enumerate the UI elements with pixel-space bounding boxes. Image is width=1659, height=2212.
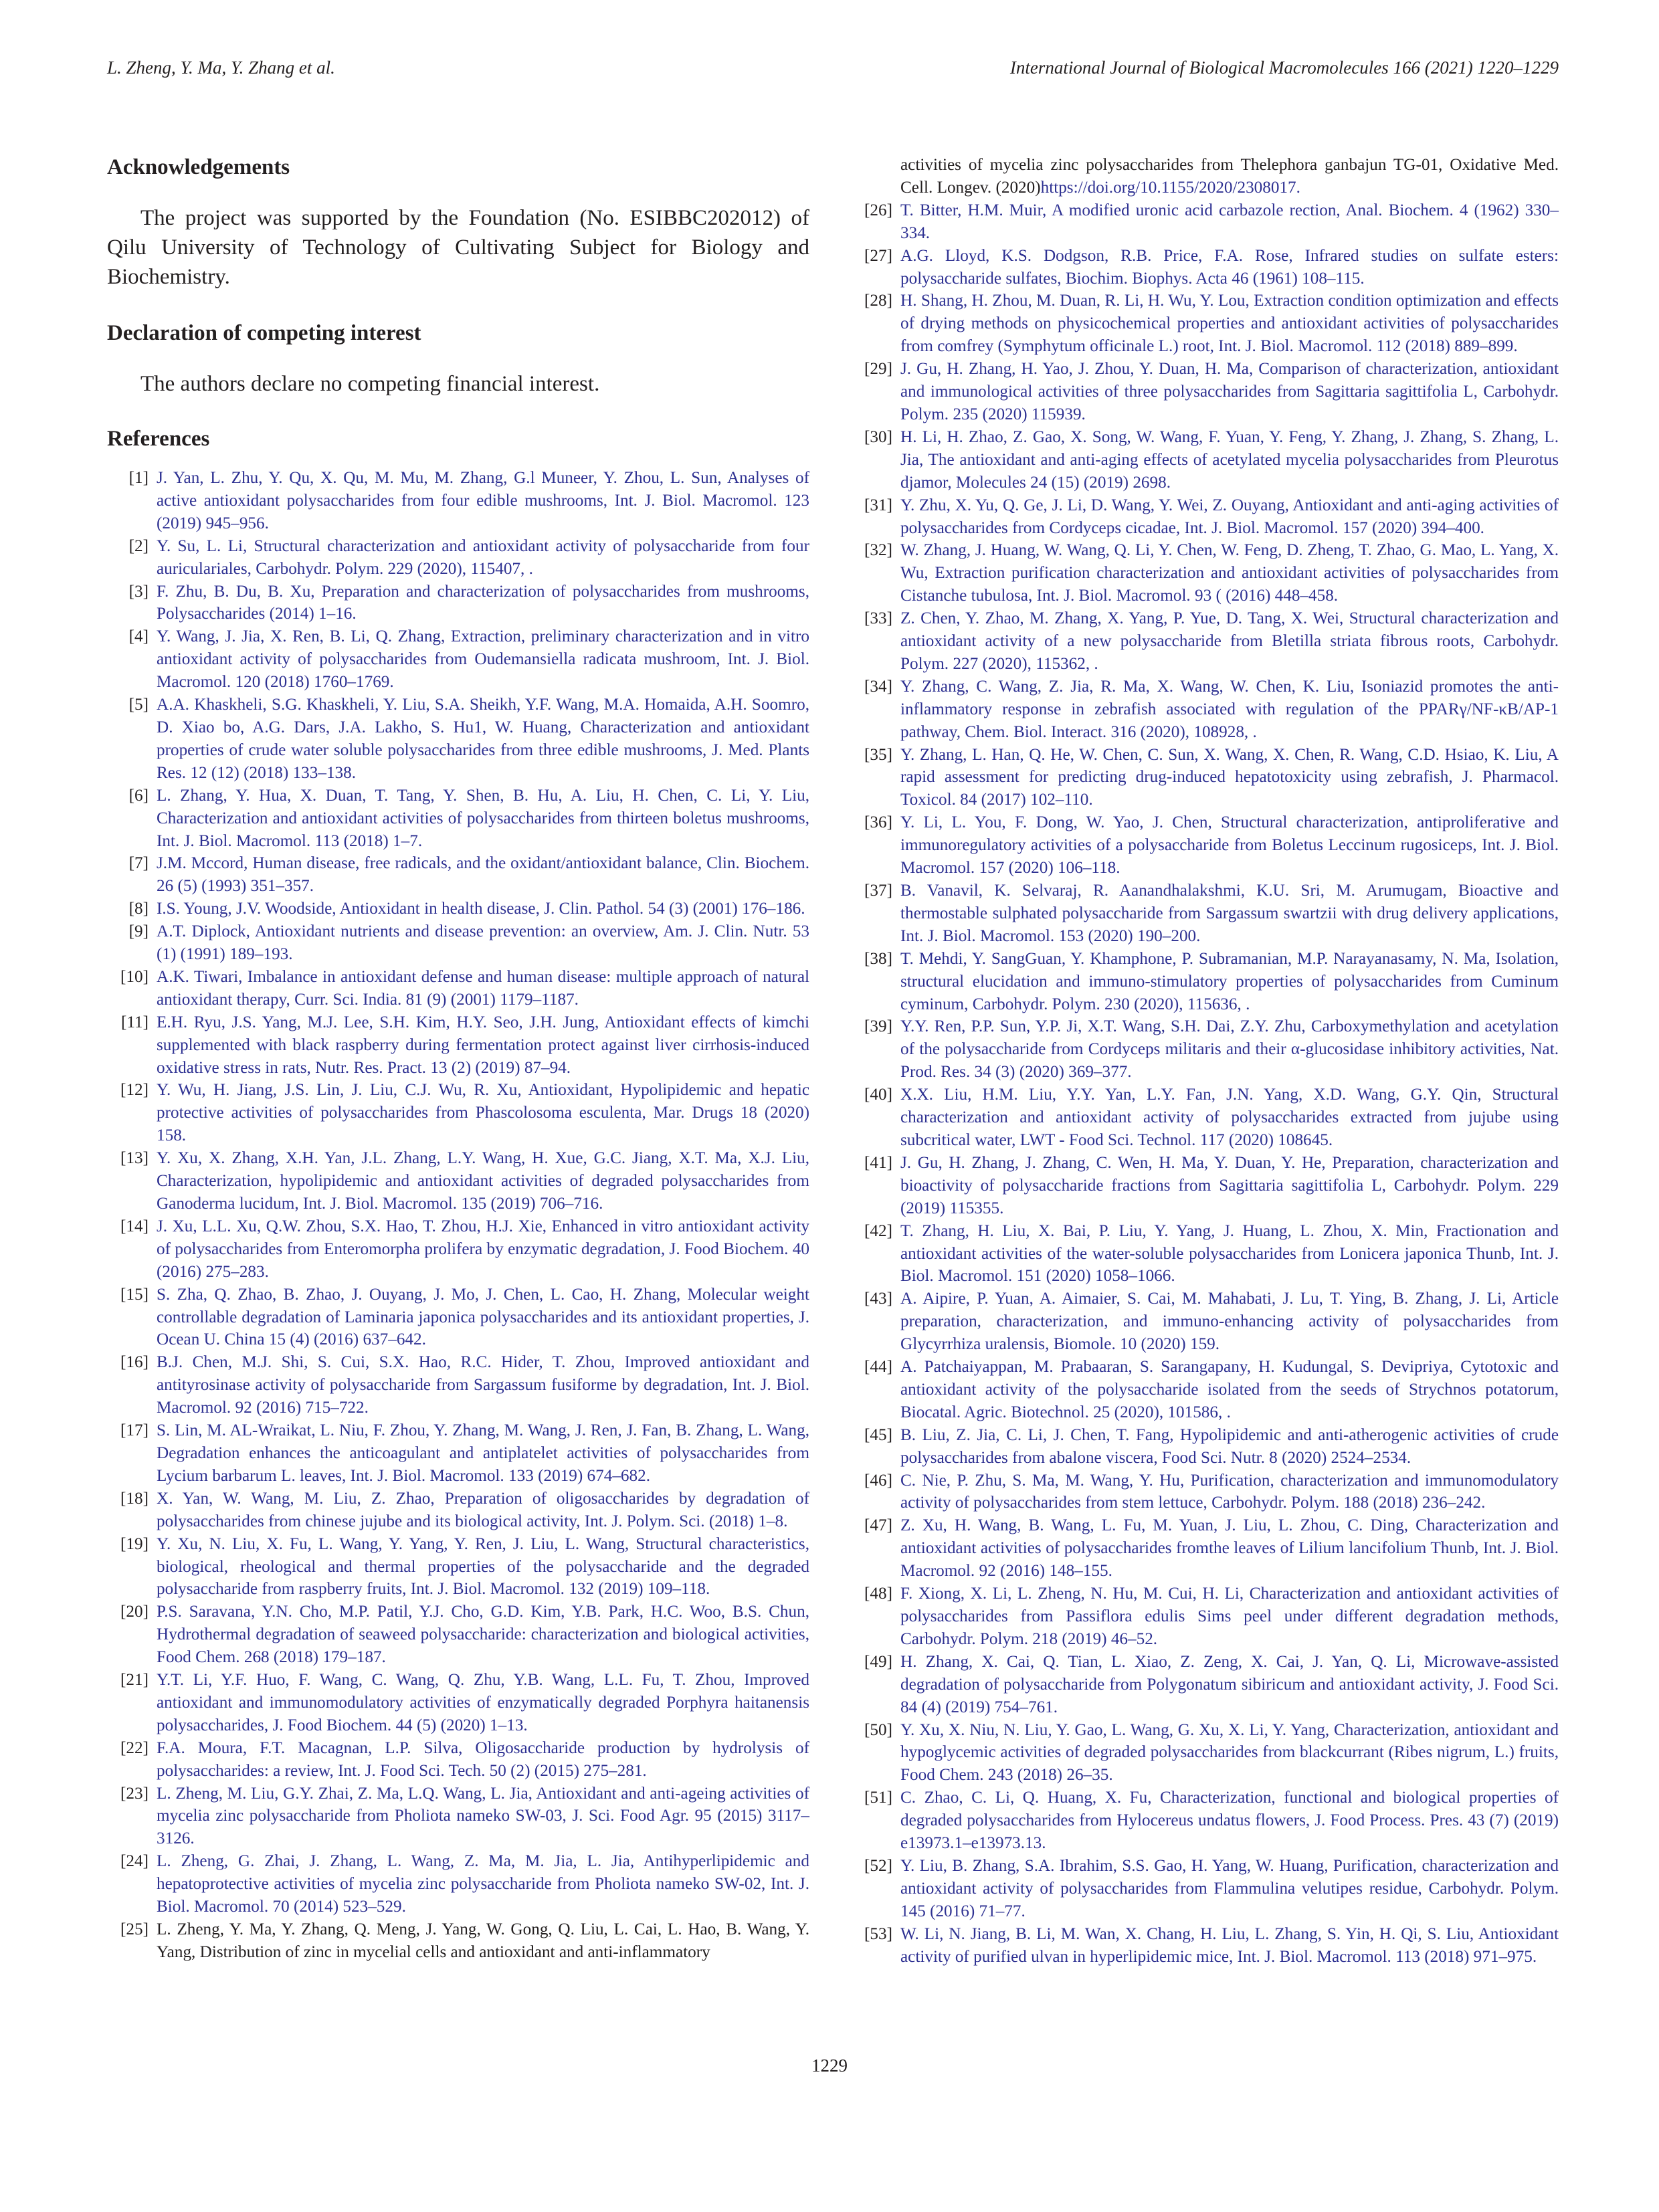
reference-entry [107, 1079, 809, 1147]
reference-entry [851, 1015, 1559, 1084]
reference-entry [851, 199, 1559, 245]
reference-link[interactable]: L. Zheng, G. Zhai, J. Zhang, L. Wang, Z. Ma, M. Jia, L. Jia, Antihyperlipidemic and hepatoprotective activities of mycelia zinc polysaccharide from Pholiota nameko SW-02, Int. J. Biol. Macromol. 70 (2014) 523–529. [157, 1852, 809, 1916]
reference-number: [30] [864, 427, 892, 446]
reference-25-doi-link[interactable]: https://doi.org/10.1155/2020/2308017. [1040, 178, 1300, 197]
reference-entry [851, 358, 1559, 426]
reference-entry [107, 1850, 809, 1918]
reference-link[interactable]: I.S. Young, J.V. Woodside, Antioxidant in health disease, J. Clin. Pathol. 54 (3) (2001) 176–186. [157, 900, 805, 918]
reference-25-continuation [851, 154, 1559, 199]
reference-link[interactable]: Z. Chen, Y. Zhao, M. Zhang, X. Yang, P. Yue, D. Tang, X. Wei, Structural characterization and antioxidant activity of a new polysaccharide from Bletilla striata fibrous roots, Carbohydr. Polym. 227 (2020), 115362, . [900, 609, 1559, 673]
reference-entry [851, 1288, 1559, 1356]
reference-link[interactable]: F. Xiong, X. Li, L. Zheng, N. Hu, M. Cui, H. Li, Characterization and antioxidant activities of polysaccharides from Passiflora edulis Sims peel under different degradation methods, Carbohydr. Polym. 218 (2019) 46–52. [900, 1585, 1559, 1648]
reference-number: [48] [864, 1585, 892, 1603]
reference-entry [851, 426, 1559, 494]
reference-list-right [851, 199, 1559, 1969]
reference-number: [34] [864, 677, 892, 696]
reference-number: [25] [120, 1920, 149, 1938]
reference-link[interactable]: T. Mehdi, Y. SangGuan, Y. Khamphone, P. Subramanian, M.P. Narayanasamy, N. Ma, Isolation, structural elucidation and immuno-stimulatory properties of polysaccharides from Cuminum cyminum, Carbohydr. Polym. 230 (2020), 115636, . [900, 949, 1559, 1013]
reference-entry [851, 1084, 1559, 1152]
reference-entry [107, 1488, 809, 1533]
reference-link[interactable]: Y. Su, L. Li, Structural characterization and antioxidant activity of polysaccharide from four auriculariales, Carbohydr. Polym. 229 (2020), 115407, . [157, 536, 809, 578]
reference-entry [851, 1583, 1559, 1651]
reference-link[interactable]: Y. Zhang, C. Wang, Z. Jia, R. Ma, X. Wang, W. Chen, K. Liu, Isoniazid promotes the anti-inflammatory response in zebrafish associated with regulation of the PPARγ/NF-κB/AP-1 pathway, Chem. Biol. Interact. 316 (2020), 108928, . [900, 677, 1559, 741]
reference-link[interactable]: J. Yan, L. Zhu, Y. Qu, X. Qu, M. Mu, M. Zhang, G.l Muneer, Y. Zhou, L. Sun, Analyses of active antioxidant polysaccharides from four edible mushrooms, Int. J. Biol. Macromol. 123 (2019) 945–956. [157, 469, 809, 532]
page-number: 1229 [811, 2055, 848, 2076]
reference-link[interactable]: B. Vanavil, K. Selvaraj, R. Aanandhalakshmi, K.U. Sri, M. Arumugam, Bioactive and thermostable sulphated polysaccharide from Sargassum swartzii with drug delivery applications, Int. J. Biol. Macromol. 153 (2020) 190–200. [900, 882, 1559, 945]
reference-number: [39] [864, 1017, 892, 1036]
reference-link[interactable]: Y. Xu, N. Liu, X. Fu, L. Wang, Y. Yang, Y. Ren, J. Liu, L. Wang, Structural characteristics, biological, rheological and thermal properties of the polysaccharide and the degraded polysaccharide from raspberry fruits, Int. J. Biol. Macromol. 132 (2019) 109–118. [157, 1534, 809, 1599]
reference-link[interactable]: Y. Xu, X. Niu, N. Liu, Y. Gao, L. Wang, G. Xu, X. Li, Y. Yang, Characterization, antioxidant and hypoglycemic activities of degraded polysaccharides from blackcurrant (Ribes nigrum, L.) fruits, Food Chem. 243 (2018) 26–35. [900, 1720, 1559, 1785]
reference-entry [851, 607, 1559, 676]
reference-entry [107, 1918, 809, 1964]
reference-link[interactable]: Y. Zhang, L. Han, Q. He, W. Chen, C. Sun, X. Wang, X. Chen, R. Wang, C.D. Hsiao, K. Liu, A rapid assessment for predicting drug-induced hepatotoxicity using zebrafish, J. Pharmacol. Toxicol. 84 (2017) 102–110. [900, 745, 1559, 809]
reference-number: [16] [120, 1353, 149, 1372]
reference-entry [851, 1220, 1559, 1288]
reference-number: [36] [864, 813, 892, 832]
reference-link[interactable]: X.X. Liu, H.M. Liu, Y.Y. Yan, L.Y. Fan, J.N. Yang, X.D. Wang, G.Y. Qin, Structural characterization and antioxidant activity of polysaccharides extracted from jujube using subcritical water, LWT - Food Sci. Technol. 117 (2020) 108645. [900, 1086, 1559, 1149]
reference-link[interactable]: C. Nie, P. Zhu, S. Ma, M. Wang, Y. Hu, Purification, characterization and immunomodulatory activity of polysaccharides from stem lettuce, Carbohydr. Polym. 188 (2018) 236–242. [900, 1471, 1559, 1512]
reference-entry [107, 1147, 809, 1215]
reference-entry [107, 535, 809, 581]
reference-number: [18] [120, 1489, 149, 1508]
reference-link[interactable]: A.K. Tiwari, Imbalance in antioxidant defense and human disease: multiple approach of natural antioxidant therapy, Curr. Sci. India. 81 (9) (2001) 1179–1187. [157, 967, 809, 1009]
reference-entry [851, 1514, 1559, 1583]
reference-entry [851, 1719, 1559, 1787]
reference-text: L. Zheng, Y. Ma, Y. Zhang, Q. Meng, J. Yang, W. Gong, Q. Liu, L. Cai, L. Hao, B. Wang, Y. Yang, Distribution of zinc in mycelial cells and antioxidant and anti-inflammatory [157, 1920, 809, 1961]
reference-entry [107, 1011, 809, 1080]
declaration-section [107, 320, 809, 399]
reference-number: [22] [120, 1738, 149, 1757]
reference-link[interactable]: W. Li, N. Jiang, B. Li, M. Wan, X. Chang, H. Liu, L. Zhang, S. Yin, H. Qi, S. Liu, Antioxidant activity of purified ulvan in hyperlipidemic mice, Int. J. Biol. Macromol. 113 (2018) 971–975. [900, 1924, 1559, 1966]
reference-link[interactable]: F. Zhu, B. Du, B. Xu, Preparation and characterization of polysaccharides from mushrooms, Polysaccharides (2014) 1–16. [157, 582, 809, 623]
reference-number: [15] [120, 1285, 149, 1304]
reference-link[interactable]: H. Li, H. Zhao, Z. Gao, X. Song, W. Wang, F. Yuan, Y. Feng, Y. Zhang, J. Zhang, S. Zhang, L. Jia, The antioxidant and anti-aging effects of acetylated mycelia polysaccharides from Pleurotus djamor, Molecules 24 (15) (2019) 2698. [900, 427, 1559, 492]
reference-link[interactable]: J. Xu, L.L. Xu, Q.W. Zhou, S.X. Hao, T. Zhou, H.J. Xie, Enhanced in vitro antioxidant activity of polysaccharides from Enteromorpha prolifera by enzymatic degradation, J. Food Biochem. 40 (2016) 275–283. [157, 1217, 809, 1281]
reference-entry [107, 1669, 809, 1737]
references-heading: References [107, 427, 210, 451]
reference-number: [21] [120, 1671, 149, 1690]
reference-number: [19] [120, 1534, 149, 1553]
reference-entry [107, 1533, 809, 1601]
reference-number: [12] [120, 1081, 149, 1100]
reference-entry [107, 1351, 809, 1419]
reference-link[interactable]: J. Gu, H. Zhang, H. Yao, J. Zhou, Y. Duan, H. Ma, Comparison of characterization, antioxidant and immunological activities of three polysaccharides from Sagittaria sagittifolia L, Carbohydr. Polym. 235 (2020) 115939. [900, 360, 1559, 423]
reference-link[interactable]: L. Zheng, M. Liu, G.Y. Zhai, Z. Ma, L.Q. Wang, L. Jia, Antioxidant and anti-ageing activities of mycelia zinc polysaccharide from Pholiota nameko SW-03, J. Sci. Food Agr. 95 (2015) 3117–3126. [157, 1784, 809, 1848]
reference-number: [33] [864, 609, 892, 628]
reference-entry [851, 948, 1559, 1016]
reference-entry [851, 880, 1559, 948]
reference-number: [47] [864, 1516, 892, 1535]
declaration-text: The authors declare no competing financial interest. [140, 372, 600, 396]
reference-link[interactable]: H. Zhang, X. Cai, Q. Tian, L. Xiao, Z. Zeng, X. Cai, J. Yan, Q. Li, Microwave-assisted degradation of polysaccharide from Polygonatum sibiricum and antioxidant activity, J. Food Sci. 84 (4) (2019) 754–761. [900, 1652, 1559, 1716]
reference-number: [27] [864, 246, 892, 265]
reference-number: [14] [120, 1217, 149, 1235]
reference-entry [107, 1601, 809, 1669]
reference-number: [1] [128, 469, 149, 487]
reference-entry [851, 1787, 1559, 1855]
reference-entry [851, 1651, 1559, 1719]
reference-entry [107, 625, 809, 694]
reference-link[interactable]: J.M. Mccord, Human disease, free radicals, and the oxidant/antioxidant balance, Clin. Biochem. 26 (5) (1993) 351–357. [157, 854, 809, 896]
reference-link[interactable]: S. Zha, Q. Zhao, B. Zhao, J. Ouyang, J. Mo, J. Chen, L. Cao, H. Zhang, Molecular weight controllable degradation of Laminaria japonica polysaccharides and its antioxidant properties, J. Ocean U. China 15 (4) (2016) 637–642. [157, 1285, 809, 1349]
reference-entry [107, 1737, 809, 1783]
reference-number: [32] [864, 541, 892, 560]
running-header-journal: International Journal of Biological Macromolecules 166 (2021) 1220–1229 [1009, 58, 1559, 78]
reference-link[interactable]: J. Gu, H. Zhang, J. Zhang, C. Wen, H. Ma, Y. Duan, Y. He, Preparation, characterization and bioactivity of polysaccharide fractions from Sagittaria sagittifolia L, Carbohydr. Polym. 229 (2019) 115355. [900, 1153, 1559, 1217]
reference-number: [26] [864, 201, 892, 219]
reference-number: [6] [128, 786, 149, 805]
reference-link[interactable]: F.A. Moura, F.T. Macagnan, L.P. Silva, Oligosaccharide production by hydrolysis of polysaccharides: a review, Int. J. Food Sci. Tech. 50 (2) (2015) 275–281. [157, 1738, 809, 1780]
reference-number: [35] [864, 745, 892, 764]
reference-entry [851, 1356, 1559, 1424]
reference-number: [51] [864, 1789, 892, 1807]
reference-number: [50] [864, 1720, 892, 1739]
reference-link[interactable]: Y. Wu, H. Jiang, J.S. Lin, J. Liu, C.J. Wu, R. Xu, Antioxidant, Hypolipidemic and hepatic protective activities of polysaccharides from Phascolosoma esculenta, Mar. Drugs 18 (2020) 158. [157, 1081, 809, 1145]
reference-link[interactable]: T. Bitter, H.M. Muir, A modified uronic acid carbazole rection, Anal. Biochem. 4 (1962) 330–334. [900, 201, 1559, 242]
reference-number: [24] [120, 1852, 149, 1871]
reference-link[interactable]: T. Zhang, H. Liu, X. Bai, P. Liu, Y. Yang, J. Huang, L. Zhou, X. Min, Fractionation and antioxidant activities of the water-soluble polysaccharides from Lonicera japonica Thunb, Int. J. Biol. Macromol. 151 (2020) 1058–1066. [900, 1221, 1559, 1286]
declaration-heading: Declaration of competing interest [107, 321, 421, 345]
reference-link[interactable]: L. Zhang, Y. Hua, X. Duan, T. Tang, Y. Shen, B. Hu, A. Liu, H. Chen, C. Li, Y. Liu, Characterization and antioxidant activities of polysaccharides from thirteen boletus mushrooms, Int. J. Biol. Macromol. 113 (2018) 1–7. [157, 786, 809, 850]
reference-number: [23] [120, 1784, 149, 1803]
reference-link[interactable]: B. Liu, Z. Jia, C. Li, J. Chen, T. Fang, Hypolipidemic and anti-atherogenic activities of crude polysaccharides from abalone viscera, Food Sci. Nutr. 8 (2020) 2524–2534. [900, 1425, 1559, 1467]
reference-number: [41] [864, 1153, 892, 1172]
reference-list-left [107, 467, 809, 1964]
reference-number: [49] [864, 1652, 892, 1671]
reference-link[interactable]: H. Shang, H. Zhou, M. Duan, R. Li, H. Wu, Y. Lou, Extraction condition optimization and effects of drying methods on physicochemical properties and antioxidant activities of polysaccharides from comfrey (Symphytum officinale L.) root, Int. J. Biol. Macromol. 112 (2018) 889–899. [900, 292, 1559, 356]
reference-number: [52] [864, 1856, 892, 1875]
reference-link[interactable]: P.S. Saravana, Y.N. Cho, M.P. Patil, Y.J. Cho, G.D. Kim, Y.B. Park, H.C. Woo, B.S. Chun, Hydrothermal degradation of seaweed polysaccharide: characterization and biological activities, Food Chem. 268 (2018) 179–187. [157, 1603, 809, 1667]
reference-number: [31] [864, 496, 892, 514]
reference-number: [44] [864, 1358, 892, 1377]
reference-number: [38] [864, 949, 892, 968]
running-header-authors: L. Zheng, Y. Ma, Y. Zhang et al. [107, 58, 335, 78]
reference-link[interactable]: A.T. Diplock, Antioxidant nutrients and disease prevention: an overview, Am. J. Clin. Nutr. 53 (1) (1991) 189–193. [157, 922, 809, 964]
reference-number: [42] [864, 1221, 892, 1240]
reference-number: [11] [120, 1013, 149, 1031]
reference-entry [851, 539, 1559, 607]
reference-entry [851, 1424, 1559, 1470]
reference-number: [20] [120, 1603, 149, 1621]
acknowledgements-heading: Acknowledgements [107, 155, 290, 179]
reference-number: [8] [128, 900, 149, 918]
reference-number: [17] [120, 1421, 149, 1440]
reference-link[interactable]: Y. Liu, B. Zhang, S.A. Ibrahim, S.S. Gao, H. Yang, W. Huang, Purification, characterization and antioxidant activity of polysaccharides from Flammulina velutipes residue, Carbohydr. Polym. 145 (2016) 71–77. [900, 1856, 1559, 1920]
reference-entry [107, 1215, 809, 1284]
reference-number: [45] [864, 1425, 892, 1444]
left-column [107, 154, 809, 1964]
reference-entry [107, 920, 809, 966]
reference-25-continuation-text: activities of mycelia zinc polysaccharides from Thelephora ganbajun TG-01, Oxidative Med. Cell. Longev. (2020) [900, 156, 1559, 197]
reference-link[interactable]: Y.Y. Ren, P.P. Sun, Y.P. Ji, X.T. Wang, S.H. Dai, Z.Y. Zhu, Carboxymethylation and acetylation of the polysaccharide from Cordyceps militaris and their α-glucosidase inhibitory activities, Nat. Prod. Res. 34 (3) (2020) 369–377. [900, 1017, 1559, 1082]
reference-entry [851, 744, 1559, 812]
reference-entry [851, 245, 1559, 290]
reference-entry [851, 1923, 1559, 1969]
reference-entry [851, 676, 1559, 744]
reference-entry [107, 581, 809, 626]
reference-link[interactable]: Y.T. Li, Y.F. Huo, F. Wang, C. Wang, Q. Zhu, Y.B. Wang, L.L. Fu, T. Zhou, Improved antioxidant and immunomodulatory activities of enzymatically degraded Porphyra haitanensis polysaccharides, J. Food Biochem. 44 (5) (2020) 1–13. [157, 1671, 809, 1734]
reference-entry [851, 1152, 1559, 1220]
reference-link[interactable]: B.J. Chen, M.J. Shi, S. Cui, S.X. Hao, R.C. Hider, T. Zhou, Improved antioxidant and antityrosinase activity of polysaccharide from Sargassum fusiforme by degradation, Int. J. Biol. Macromol. 92 (2016) 715–722. [157, 1353, 809, 1417]
reference-link[interactable]: A.A. Khaskheli, S.G. Khaskheli, Y. Liu, S.A. Sheikh, Y.F. Wang, M.A. Homaida, A.H. Soomro, D. Xiao bo, A.G. Dars, J.A. Lakho, S. Hu1, W. Huang, Characterization and antioxidant properties of crude water soluble polysaccharides from three edible mushrooms, J. Med. Plants Res. 12 (12) (2018) 133–138. [157, 696, 809, 782]
reference-number: [28] [864, 292, 892, 310]
reference-link[interactable]: Y. Xu, X. Zhang, X.H. Yan, J.L. Zhang, L.Y. Wang, H. Xue, G.C. Jiang, X.T. Ma, X.J. Liu, Characterization, hypolipidemic and antioxidant activities of degraded polysaccharides from Ganoderma lucidum, Int. J. Biol. Macromol. 135 (2019) 706–716. [157, 1149, 809, 1213]
reference-number: [5] [128, 696, 149, 714]
reference-entry [107, 966, 809, 1011]
reference-number: [43] [864, 1290, 892, 1308]
reference-entry [107, 1783, 809, 1851]
reference-entry [851, 1855, 1559, 1923]
reference-number: [3] [128, 582, 149, 601]
reference-link[interactable]: E.H. Ryu, J.S. Yang, M.J. Lee, S.H. Kim, H.Y. Seo, J.H. Jung, Antioxidant effects of kimchi supplemented with black raspberry during fermentation protect against liver cirrhosis-induced oxidative stress in rats, Nutr. Res. Pract. 13 (2) (2019) 87–94. [157, 1013, 809, 1077]
reference-number: [13] [120, 1149, 149, 1168]
reference-link[interactable]: W. Zhang, J. Huang, W. Wang, Q. Li, Y. Chen, W. Feng, D. Zheng, T. Zhao, G. Mao, L. Yang, X. Wu, Extraction purification characterization and antioxidant activities of polysaccharides from Cistanche tubulosa, Int. J. Biol. Macromol. 93 ( (2016) 448–458. [900, 541, 1559, 605]
reference-entry [851, 290, 1559, 358]
reference-link[interactable]: A.G. Lloyd, K.S. Dodgson, R.B. Price, F.A. Rose, Infrared studies on sulfate esters: polysaccharide sulfates, Biochim. Biophys. Acta 46 (1961) 108–115. [900, 246, 1559, 288]
reference-number: [4] [128, 627, 149, 646]
reference-number: [46] [864, 1471, 892, 1490]
acknowledgements-text: The project was supported by the Foundation (No. ESIBBC202012) of Qilu University of Technology of Cultivating Subject for Biology and Biochemistry. [107, 206, 809, 289]
reference-number: [9] [128, 922, 149, 941]
reference-number: [10] [120, 967, 149, 986]
reference-entry [107, 694, 809, 785]
reference-number: [7] [128, 854, 149, 873]
reference-entry [851, 1470, 1559, 1515]
reference-number: [2] [128, 536, 149, 555]
reference-link[interactable]: Y. Wang, J. Jia, X. Ren, B. Li, Q. Zhang, Extraction, preliminary characterization and in vitro antioxidant activity of polysaccharides from Oudemansiella radicata mushroom, Int. J. Biol. Macromol. 120 (2018) 1760–1769. [157, 627, 809, 692]
reference-number: [29] [864, 360, 892, 379]
reference-number: [40] [864, 1086, 892, 1104]
reference-entry [107, 898, 809, 920]
reference-number: [53] [864, 1924, 892, 1943]
reference-entry [851, 811, 1559, 880]
acknowledgements-section [107, 154, 809, 292]
reference-link[interactable]: A. Aipire, P. Yuan, A. Aimaier, S. Cai, M. Mahabati, J. Lu, T. Ying, B. Zhang, J. Li, Article preparation, characterization, and immuno-enhancing activity of polysaccharides from Glycyrrhiza uralensis, Biomole. 10 (2020) 159. [900, 1290, 1559, 1354]
reference-entry [107, 1284, 809, 1352]
reference-link[interactable]: C. Zhao, C. Li, Q. Huang, X. Fu, Characterization, functional and biological properties of degraded polysaccharides from Hylocereus undatus flowers, J. Food Process. Pres. 43 (7) (2019) e13973.1–e13973.13. [900, 1789, 1559, 1853]
reference-entry [107, 785, 809, 853]
reference-entry [107, 852, 809, 898]
reference-link[interactable]: S. Lin, M. AL-Wraikat, L. Niu, F. Zhou, Y. Zhang, M. Wang, J. Ren, J. Fan, B. Zhang, L. Wang, Degradation enhances the anticoagulant and antiplatelet activities of polysaccharides from Lycium barbarum L. leaves, Int. J. Biol. Macromol. 133 (2019) 674–682. [157, 1421, 809, 1485]
reference-link[interactable]: Y. Zhu, X. Yu, Q. Ge, J. Li, D. Wang, Y. Wei, Z. Ouyang, Antioxidant and anti-aging activities of polysaccharides from Cordyceps cicadae, Int. J. Biol. Macromol. 157 (2020) 394–400. [900, 496, 1559, 537]
reference-link[interactable]: X. Yan, W. Wang, M. Liu, Z. Zhao, Preparation of oligosaccharides by degradation of polysaccharides from chinese jujube and its biological activity, Int. J. Polym. Sci. (2018) 1–8. [157, 1489, 809, 1530]
reference-entry [107, 1419, 809, 1488]
reference-number: [37] [864, 882, 892, 900]
reference-entry [851, 494, 1559, 540]
reference-entry [107, 467, 809, 535]
reference-link[interactable]: Z. Xu, H. Wang, B. Wang, L. Fu, M. Yuan, J. Liu, L. Zhou, C. Ding, Characterization and antioxidant activities of polysaccharides fromthe leaves of Lilium lancifolium Thunb, Int. J. Biol. Macromol. 92 (2016) 148–155. [900, 1516, 1559, 1581]
reference-link[interactable]: Y. Li, L. You, F. Dong, W. Yao, J. Chen, Structural characterization, antiproliferative and immunoregulatory activities of a polysaccharide from Boletus Leccinum rugosiceps, Int. J. Biol. Macromol. 157 (2020) 106–118. [900, 813, 1559, 878]
reference-link[interactable]: A. Patchaiyappan, M. Prabaaran, S. Sarangapany, H. Kudungal, S. Devipriya, Cytotoxic and antioxidant activity of the polysaccharide isolated from the seeds of Strychnos potatorum, Biocatal. Agric. Biotechnol. 25 (2020), 101586, . [900, 1358, 1559, 1421]
right-column [851, 154, 1559, 1969]
